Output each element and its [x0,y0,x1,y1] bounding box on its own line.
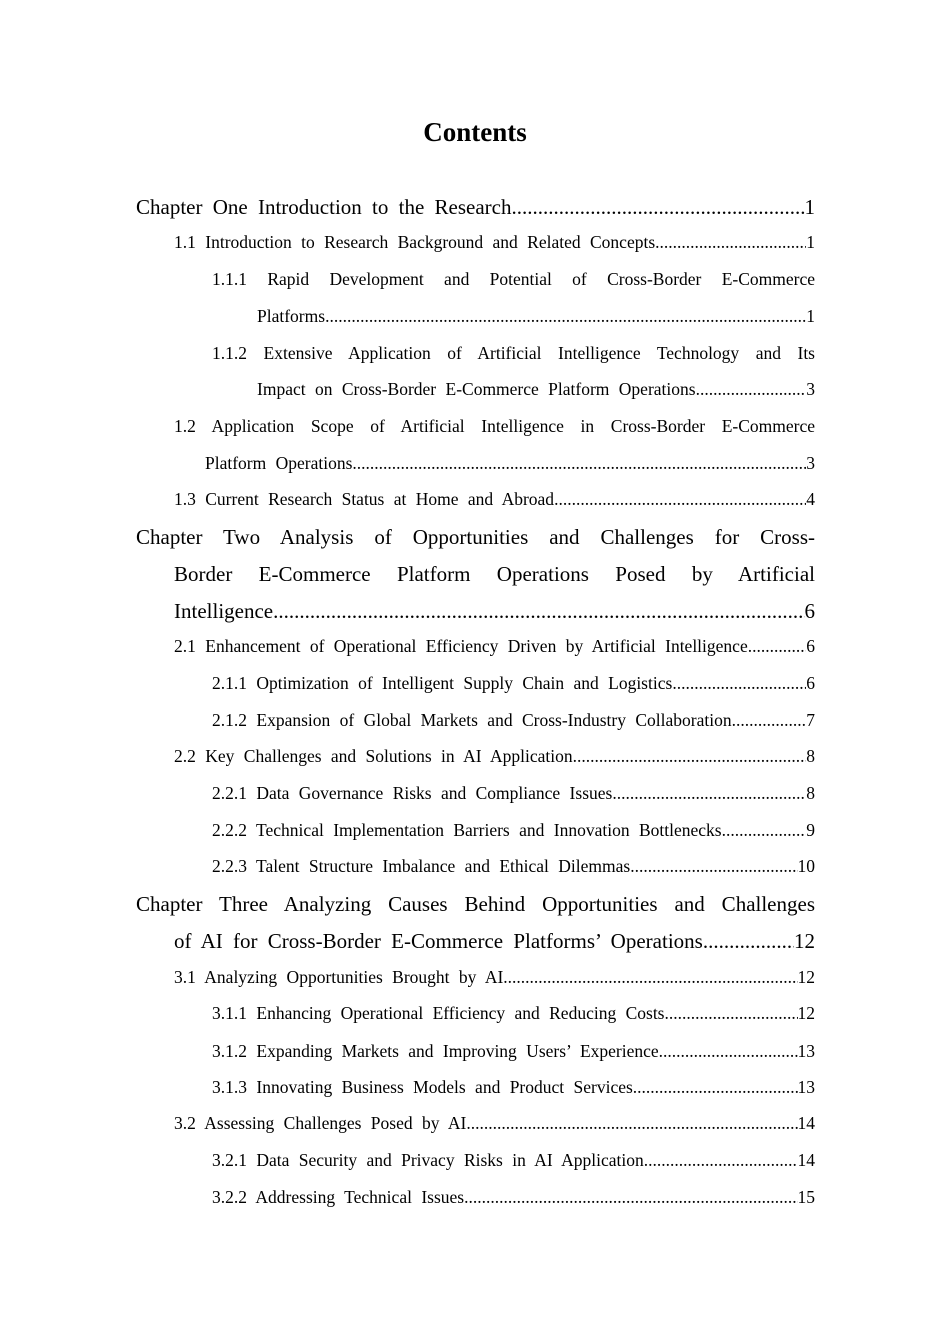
page-number: 13 [797,1077,815,1097]
dot-leader [752,635,806,657]
toc-entry-text: Chapter One Introduction to the Research [136,195,512,219]
dot-leader [503,966,797,988]
page-number: 12 [797,967,815,987]
toc-entry-text: 2.2.2 Technical Implementation Barriers and Innovation Bottlenecks [212,820,722,840]
page-number: 6 [804,599,815,623]
toc-entry-text: Chapter Three Analyzing Causes Behind Opportunities and Challenges [136,892,815,916]
dot-leader [464,1186,797,1208]
dot-leader [696,378,807,400]
dot-leader [655,231,806,253]
dot-leader [659,1040,798,1062]
toc-entry-text: 3.2.1 Data Security and Privacy Risks in AI Application [212,1150,644,1170]
toc-entry-text: 3.1.3 Innovating Business Models and Product Services [212,1077,633,1097]
page-title: Contents [423,117,527,147]
toc-entry-text: 3.1 Analyzing Opportunities Brought by AI [174,967,504,987]
toc-entry-text: 3.1.2 Expanding Markets and Improving Users’ Experience [212,1041,659,1061]
page-number: 4 [806,489,815,509]
page-number: 10 [797,856,815,876]
page-number: 14 [797,1113,815,1133]
page-number: 8 [806,746,815,766]
toc-entry-text: 1.1.1 Rapid Development and Potential of Cross-Border E-Commerce [212,269,815,289]
toc-entry-text: 3.2 Assessing Challenges Posed by AI [174,1113,467,1133]
toc-entry-text: of AI for Cross-Border E-Commerce Platforms’ Operations [174,929,703,953]
dot-leader [665,1002,798,1024]
dot-leader [466,1112,797,1134]
dot-leader [352,452,806,474]
toc-entry-text: 1.3 Current Research Status at Home and Abroad [174,489,555,509]
page-number: 3 [806,453,815,473]
dot-leader [325,305,806,327]
toc-entry-text: Intelligence [174,599,274,623]
page-number: 14 [797,1150,815,1170]
dot-leader [672,672,806,694]
toc-entry-text: 2.2 Key Challenges and Solutions in AI Application [174,746,573,766]
dot-leader [554,488,806,510]
toc-entry-text: 2.2.3 Talent Structure Imbalance and Ethical Dilemmas [212,856,631,876]
toc-entry-text: Border E-Commerce Platform Operations Posed by Artificial [174,562,815,586]
toc-entry-text: 1.1 Introduction to Research Background and Related Concepts [174,232,656,252]
page-number: 6 [806,636,815,656]
dot-leader [273,597,804,625]
toc-entry-text: 1.1.2 Extensive Application of Artificial Intelligence Technology and Its [212,343,815,363]
page-number: 6 [806,673,815,693]
toc-entry-text: 3.2.2 Addressing Technical Issues [212,1187,465,1207]
dot-leader [630,855,797,877]
page-number: 1 [806,306,815,326]
dot-leader [644,1149,798,1171]
toc-entry-text: Platforms [257,306,326,326]
page-number: 1 [806,232,815,252]
dot-leader [703,927,794,955]
toc-entry-text: Impact on Cross-Border E-Commerce Platform Operations [257,379,696,399]
toc-entry-text: 1.2 Application Scope of Artificial Intelligence in Cross-Border E-Commerce [174,416,815,436]
page-number: 3 [806,379,815,399]
toc-entry-text: 2.1 Enhancement of Operational Efficiency Driven by Artificial Intelligence. [174,636,753,656]
page-number: 9 [806,820,815,840]
toc-entry-text: Platform Operations [205,453,353,473]
page-number: 8 [806,783,815,803]
dot-leader [722,819,807,841]
toc-entry-text: 3.1.1 Enhancing Operational Efficiency and Reducing Costs [212,1003,665,1023]
toc-entry-text: 2.1.1 Optimization of Intelligent Supply Chain and Logistics [212,673,673,693]
toc-entry-text: Chapter Two Analysis of Opportunities and Challenges for Cross- [136,525,815,549]
dot-leader [633,1076,798,1098]
dot-leader [732,709,807,731]
page-number: 12 [797,1003,815,1023]
dot-leader [612,782,806,804]
page-number: 13 [797,1041,815,1061]
toc-entry-text: 2.1.2 Expansion of Global Markets and Cross-Industry Collaboration [212,710,732,730]
toc-entry-text: 2.2.1 Data Governance Risks and Compliance Issues [212,783,613,803]
dot-leader [573,745,807,767]
page-number: 12 [794,929,815,953]
page-number: 1 [804,195,815,219]
page-number: 15 [797,1187,815,1207]
page-number: 7 [806,710,815,730]
dot-leader [511,193,804,221]
